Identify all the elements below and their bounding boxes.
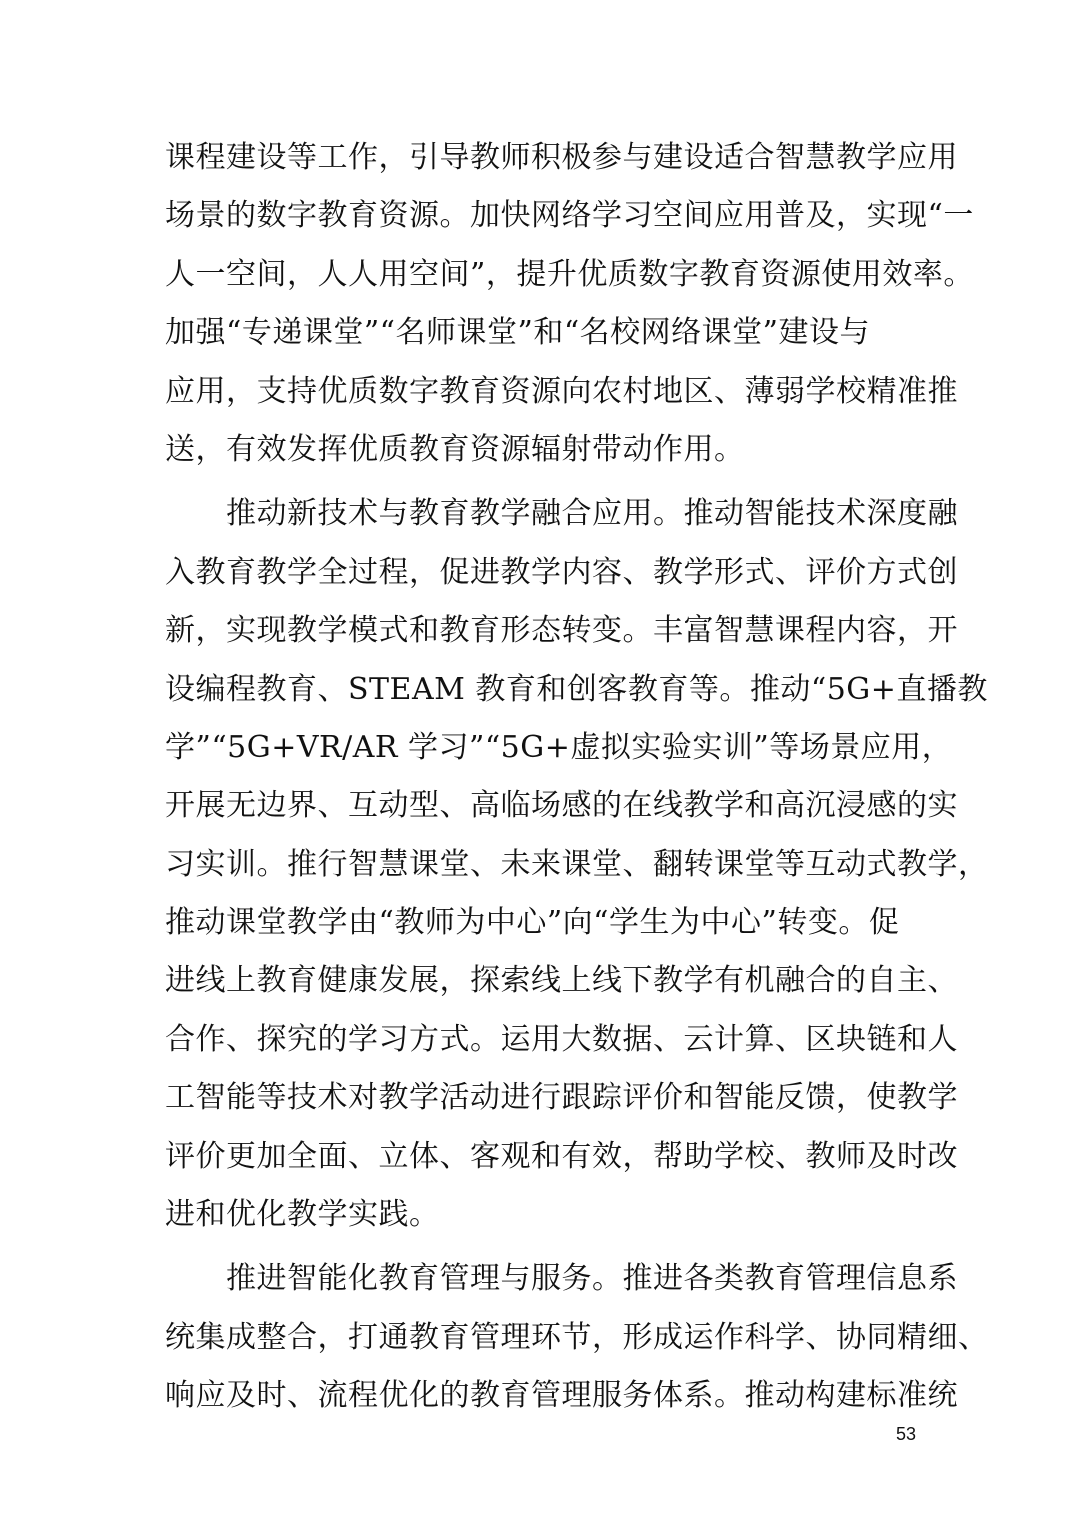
body-text bbox=[165, 129, 989, 1426]
text-line: 推进智能化教育管理与服务。推进各类教育管理信息系 bbox=[165, 1261, 958, 1297]
text-line: 响应及时、流程优化的教育管理服务体系。推动构建标准统 bbox=[165, 1378, 958, 1414]
text-line: 进和优化教学实践。 bbox=[165, 1197, 440, 1233]
text-line: 评价更加全面、立体、客观和有效，帮助学校、教师及时改 bbox=[165, 1138, 958, 1174]
text-line: 入教育教学全过程，促进教学内容、教学形式、评价方式创 bbox=[165, 554, 958, 590]
text-line: 工智能等技术对教学活动进行跟踪评价和智能反馈，使教学 bbox=[165, 1080, 958, 1116]
text-line: 应用，支持优质数字教育资源向农村地区、薄弱学校精准推 bbox=[165, 373, 958, 409]
text-line: 送，有效发挥优质教育资源辐射带动作用。 bbox=[165, 431, 745, 467]
text-line: 加强“专递课堂”“名师课堂”和“名校网络课堂”建设与 bbox=[165, 315, 871, 351]
text-line: 新，实现教学模式和教育形态转变。丰富智慧课程内容，开 bbox=[165, 613, 958, 649]
text-line: 统集成整合，打通教育管理环节，形成运作科学、协同精细、 bbox=[165, 1319, 989, 1355]
text-line: 人一空间，人人用空间”，提升优质数字教育资源使用效率。 bbox=[165, 256, 974, 292]
text-line: 进线上教育健康发展，探索线上线下教学有机融合的自主、 bbox=[165, 963, 958, 999]
text-line: 开展无边界、互动型、高临场感的在线教学和高沉浸感的实 bbox=[165, 788, 958, 824]
text-line: 推动新技术与教育教学融合应用。推动智能技术深度融 bbox=[165, 496, 958, 532]
text-line: 设编程教育、STEAM 教育和创客教育等。推动“5G+直播教 bbox=[165, 671, 988, 707]
page-number: 53 bbox=[896, 1424, 917, 1444]
text-line: 课程建设等工作，引导教师积极参与建设适合智慧教学应用 bbox=[165, 140, 958, 175]
text-line: 推动课堂教学由“教师为中心”向“学生为中心”转变。促 bbox=[165, 905, 900, 941]
text-line: 合作、探究的学习方式。运用大数据、云计算、区块链和人 bbox=[165, 1021, 958, 1057]
text-line: 场景的数字教育资源。加快网络学习空间应用普及，实现“一 bbox=[165, 198, 974, 234]
text-line: 习实训。推行智慧课堂、未来课堂、翻转课堂等互动式教学， bbox=[165, 846, 989, 882]
text-line: 学”“5G+VR/AR 学习”“5G+虚拟实验实训”等场景应用， bbox=[165, 729, 953, 765]
